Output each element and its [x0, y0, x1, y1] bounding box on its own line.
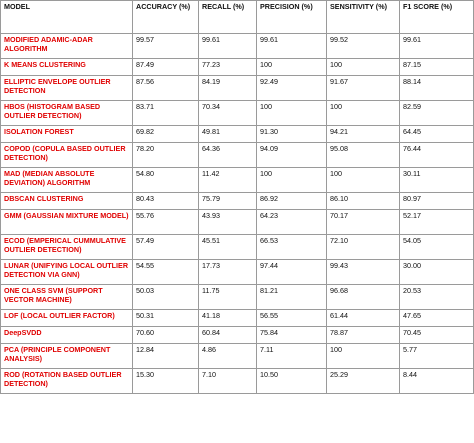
precision-cell: 97.44 — [257, 260, 327, 285]
model-cell: ECOD (EMPERICAL CUMMULATIVE OUTLIER DETECTION) — [1, 235, 133, 260]
header-accuracy: ACCURACY (%) — [133, 1, 199, 34]
accuracy-cell: 78.20 — [133, 143, 199, 168]
table-row — [1, 59, 474, 76]
f1-score-cell: 80.97 — [400, 193, 474, 210]
sensitivity-cell: 99.43 — [327, 260, 400, 285]
recall-cell: 43.93 — [199, 210, 257, 235]
precision-cell: 75.84 — [257, 327, 327, 344]
sensitivity-cell: 99.52 — [327, 34, 400, 59]
table-row — [1, 310, 474, 327]
f1-score-cell: 30.00 — [400, 260, 474, 285]
recall-cell: 84.19 — [199, 76, 257, 101]
precision-cell: 92.49 — [257, 76, 327, 101]
f1-score-cell: 99.61 — [400, 34, 474, 59]
recall-cell: 70.34 — [199, 101, 257, 126]
table-row — [1, 76, 474, 101]
accuracy-cell: 87.56 — [133, 76, 199, 101]
f1-score-cell: 20.53 — [400, 285, 474, 310]
sensitivity-cell: 70.17 — [327, 210, 400, 235]
accuracy-cell: 80.43 — [133, 193, 199, 210]
table-row — [1, 193, 474, 210]
recall-cell: 11.42 — [199, 168, 257, 193]
recall-cell: 17.73 — [199, 260, 257, 285]
f1-score-cell: 88.14 — [400, 76, 474, 101]
recall-cell: 75.79 — [199, 193, 257, 210]
accuracy-cell: 50.03 — [133, 285, 199, 310]
recall-cell: 77.23 — [199, 59, 257, 76]
model-cell: DeepSVDD — [1, 327, 133, 344]
sensitivity-cell: 100 — [327, 344, 400, 369]
accuracy-cell: 69.82 — [133, 126, 199, 143]
precision-cell: 66.53 — [257, 235, 327, 260]
table-row — [1, 168, 474, 193]
recall-cell: 49.81 — [199, 126, 257, 143]
model-cell: ROD (ROTATION BASED OUTLIER DETECTION) — [1, 369, 133, 394]
precision-cell: 81.21 — [257, 285, 327, 310]
accuracy-cell: 12.84 — [133, 344, 199, 369]
model-cell: LOF (LOCAL OUTLIER FACTOR) — [1, 310, 133, 327]
header-f1-score: F1 SCORE (%) — [400, 1, 474, 34]
accuracy-cell: 15.30 — [133, 369, 199, 394]
precision-cell: 64.23 — [257, 210, 327, 235]
header-sensitivity: SENSITIVITY (%) — [327, 1, 400, 34]
f1-score-cell: 47.65 — [400, 310, 474, 327]
table-row — [1, 210, 474, 235]
recall-cell: 11.75 — [199, 285, 257, 310]
precision-cell: 94.09 — [257, 143, 327, 168]
precision-cell: 99.61 — [257, 34, 327, 59]
accuracy-cell: 54.55 — [133, 260, 199, 285]
model-cell: LUNAR (UNIFYING LOCAL OUTLIER DETECTION VIA GNN) — [1, 260, 133, 285]
header-precision: PRECISION (%) — [257, 1, 327, 34]
f1-score-cell: 64.45 — [400, 126, 474, 143]
model-cell: COPOD (COPULA BASED OUTLIER DETECTION) — [1, 143, 133, 168]
model-cell: ELLIPTIC ENVELOPE OUTLIER DETECTION — [1, 76, 133, 101]
table-row — [1, 285, 474, 310]
sensitivity-cell: 96.68 — [327, 285, 400, 310]
table-row — [1, 260, 474, 285]
table-row — [1, 143, 474, 168]
sensitivity-cell: 94.21 — [327, 126, 400, 143]
sensitivity-cell: 100 — [327, 101, 400, 126]
precision-cell: 10.50 — [257, 369, 327, 394]
table-row — [1, 327, 474, 344]
accuracy-cell: 55.76 — [133, 210, 199, 235]
model-cell: K MEANS CLUSTERING — [1, 59, 133, 76]
recall-cell: 7.10 — [199, 369, 257, 394]
header-model: MODEL — [1, 1, 133, 34]
accuracy-cell: 99.57 — [133, 34, 199, 59]
precision-cell: 100 — [257, 168, 327, 193]
model-cell: ONE CLASS SVM (SUPPORT VECTOR MACHINE) — [1, 285, 133, 310]
recall-cell: 99.61 — [199, 34, 257, 59]
precision-cell: 7.11 — [257, 344, 327, 369]
accuracy-cell: 83.71 — [133, 101, 199, 126]
recall-cell: 4.86 — [199, 344, 257, 369]
sensitivity-cell: 86.10 — [327, 193, 400, 210]
recall-cell: 45.51 — [199, 235, 257, 260]
f1-score-cell: 30.11 — [400, 168, 474, 193]
model-cell: MODIFIED ADAMIC-ADAR ALGORITHM — [1, 34, 133, 59]
f1-score-cell: 8.44 — [400, 369, 474, 394]
precision-cell: 100 — [257, 101, 327, 126]
f1-score-cell: 76.44 — [400, 143, 474, 168]
recall-cell: 60.84 — [199, 327, 257, 344]
accuracy-cell: 54.80 — [133, 168, 199, 193]
sensitivity-cell: 100 — [327, 59, 400, 76]
header-recall: RECALL (%) — [199, 1, 257, 34]
model-cell: MAD (MEDIAN ABSOLUTE DEVIATION) ALGORITHM — [1, 168, 133, 193]
model-cell: GMM (GAUSSIAN MIXTURE MODEL) — [1, 210, 133, 235]
precision-cell: 100 — [257, 59, 327, 76]
accuracy-cell: 50.31 — [133, 310, 199, 327]
f1-score-cell: 70.45 — [400, 327, 474, 344]
precision-cell: 86.92 — [257, 193, 327, 210]
sensitivity-cell: 78.87 — [327, 327, 400, 344]
model-cell: HBOS (HISTOGRAM BASED OUTLIER DETECTION) — [1, 101, 133, 126]
precision-cell: 56.55 — [257, 310, 327, 327]
sensitivity-cell: 95.08 — [327, 143, 400, 168]
sensitivity-cell: 100 — [327, 168, 400, 193]
recall-cell: 41.18 — [199, 310, 257, 327]
table-row — [1, 101, 474, 126]
sensitivity-cell: 61.44 — [327, 310, 400, 327]
f1-score-cell: 87.15 — [400, 59, 474, 76]
f1-score-cell: 52.17 — [400, 210, 474, 235]
sensitivity-cell: 72.10 — [327, 235, 400, 260]
table-row — [1, 235, 474, 260]
accuracy-cell: 57.49 — [133, 235, 199, 260]
sensitivity-cell: 91.67 — [327, 76, 400, 101]
recall-cell: 64.36 — [199, 143, 257, 168]
f1-score-cell: 54.05 — [400, 235, 474, 260]
accuracy-cell: 70.60 — [133, 327, 199, 344]
f1-score-cell: 82.59 — [400, 101, 474, 126]
sensitivity-cell: 25.29 — [327, 369, 400, 394]
table-row — [1, 126, 474, 143]
model-cell: ISOLATION FOREST — [1, 126, 133, 143]
model-cell: DBSCAN CLUSTERING — [1, 193, 133, 210]
model-cell: PCA (PRINCIPLE COMPONENT ANALYSIS) — [1, 344, 133, 369]
table-row — [1, 369, 474, 394]
header-row — [1, 1, 474, 34]
accuracy-cell: 87.49 — [133, 59, 199, 76]
table-row — [1, 34, 474, 59]
f1-score-cell: 5.77 — [400, 344, 474, 369]
table-row — [1, 344, 474, 369]
precision-cell: 91.30 — [257, 126, 327, 143]
